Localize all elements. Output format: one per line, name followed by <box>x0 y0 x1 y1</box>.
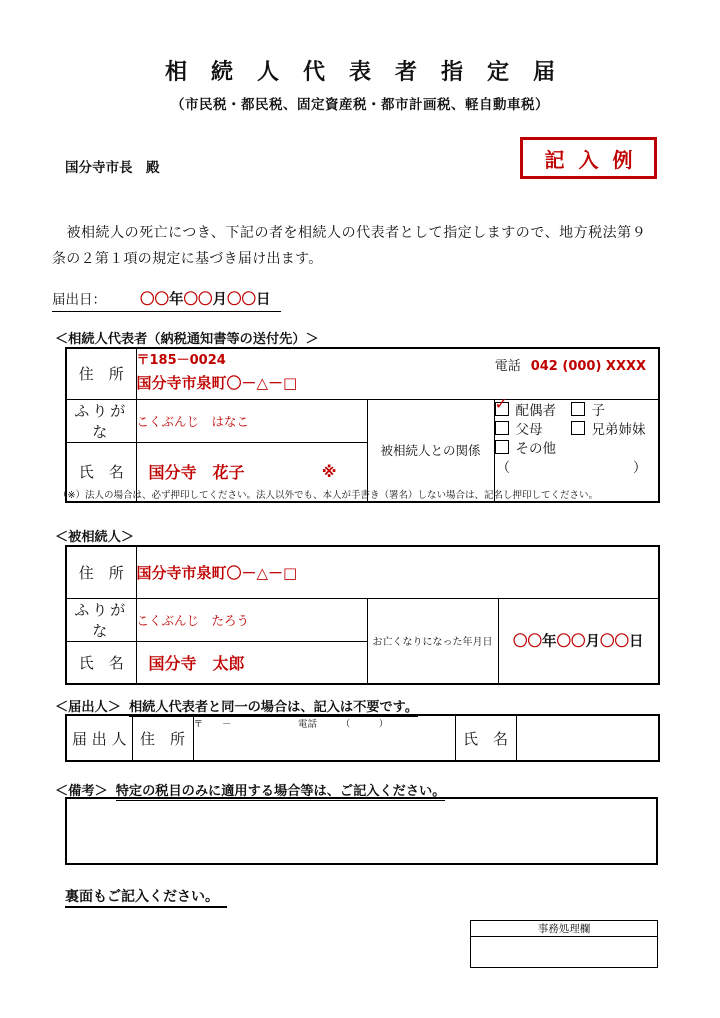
deceased-name-cell <box>136 641 367 684</box>
admin-processing-box <box>470 920 658 968</box>
deceased-section-heading: ＜被相続人＞ <box>55 530 135 545</box>
checkbox-other <box>495 440 509 454</box>
paren-close: ） <box>633 460 647 476</box>
form-subtitle-wrap <box>0 93 720 113</box>
relationship-other-parens <box>495 457 647 476</box>
admin-processing-label: 事務処理欄 <box>471 921 658 937</box>
deceased-address-label: 住 所 <box>66 546 136 598</box>
filing-date-year-unit: 年 <box>169 292 184 308</box>
filing-date-month-unit: 月 <box>212 292 227 308</box>
death-date-day-value: 〇〇 <box>600 634 630 651</box>
applicant-address-cell: 〒 － 電話 （ ） <box>193 715 455 761</box>
filing-date-label: 届出日： <box>52 292 106 308</box>
phone-value: 042 (000) XXXX <box>530 359 647 374</box>
applicant-row-label: 届 出 人 <box>66 715 132 761</box>
applicant-table <box>65 714 660 762</box>
representative-furigana-label: ふりがな <box>66 399 136 442</box>
remarks-heading-label: ＜備考＞ <box>55 784 108 799</box>
form-subtitle: （市民税・都民税、固定資産税・都市計画税、軽自動車税） <box>171 97 549 113</box>
representative-section-heading: ＜相続人代表者（納税通知書等の送付先）＞ <box>55 332 319 347</box>
deceased-furigana-value: こくぶんじ たろう <box>136 598 367 641</box>
filing-date-day-unit: 日 <box>256 292 271 308</box>
death-date-year-unit: 年 <box>542 634 557 651</box>
applicant-name-cell <box>516 715 659 761</box>
remarks-heading-note: 特定の税目のみに適用する場合等は、ご記入ください。 <box>115 784 446 799</box>
body-paragraph: 被相続人の死亡につき、下記の者を相続人の代表者として指定しますので、地方税法第９条の２第１項の規定に基づき届け出ます。 <box>52 225 646 267</box>
seal-note: （※）法人の場合は、必ず押印してください。法人以外でも、本人が手書き（署名）しない場合は、記名し押印してください。 <box>58 490 598 501</box>
representative-name-value: 国分寺 花子 <box>148 463 245 483</box>
representative-phone <box>495 355 646 374</box>
death-date-day-unit: 日 <box>629 634 644 651</box>
checkbox-siblings <box>571 421 585 435</box>
applicant-heading-label: ＜届出人＞ <box>55 700 121 715</box>
sample-entry-stamp-label: 記入例 <box>544 147 647 172</box>
death-date-value <box>498 598 659 684</box>
filing-date-day-value: 〇〇 <box>227 292 256 308</box>
deceased-address-cell <box>136 546 659 598</box>
applicant-address-label: 住 所 <box>132 715 193 761</box>
relationship-option-child: 子 <box>591 403 605 419</box>
remarks-box <box>65 797 658 865</box>
applicant-name-label: 氏 名 <box>455 715 516 761</box>
relationship-option-spouse: 配偶者 <box>515 403 556 419</box>
paren-open: （ <box>496 460 510 476</box>
representative-postal-code: 〒185－0024 <box>136 353 226 368</box>
back-side-note <box>65 886 227 906</box>
death-date-month-unit: 月 <box>585 634 601 651</box>
deceased-furigana-label: ふりがな <box>66 598 136 641</box>
deceased-name-value: 国分寺 太郎 <box>148 653 245 673</box>
relationship-label: 被相続人との関係 <box>367 399 494 502</box>
death-date-month-value: 〇〇 <box>556 634 586 651</box>
admin-processing-empty-cell <box>471 937 658 968</box>
representative-name-label: 氏 名 <box>66 442 136 502</box>
form-title: 相続人代表者指定届 <box>164 60 579 85</box>
filing-date-month-value: 〇〇 <box>183 292 213 308</box>
form-title-wrap <box>0 55 720 86</box>
filing-date-year-value: 〇〇 <box>140 292 169 308</box>
deceased-table <box>65 545 660 685</box>
representative-address-value: 国分寺市泉町〇－△－□ <box>136 374 298 392</box>
applicant-section-heading <box>55 696 418 715</box>
addressee: 国分寺市長 殿 <box>65 160 160 176</box>
checkbox-parents <box>495 421 509 435</box>
deceased-address-value: 国分寺市泉町〇－△－□ <box>136 563 298 582</box>
relationship-option-other: その他 <box>515 441 556 457</box>
deceased-name-label: 氏 名 <box>66 641 136 684</box>
seal-mark: ※ <box>321 462 337 481</box>
relationship-option-siblings: 兄弟姉妹 <box>591 422 646 438</box>
sample-entry-stamp <box>520 137 657 179</box>
death-date-label: お亡くなりになった年月日 <box>367 598 498 684</box>
checkbox-child <box>571 402 585 416</box>
back-side-note-text: 裏面もご記入ください。 <box>65 889 227 908</box>
representative-address-label: 住 所 <box>66 348 136 399</box>
representative-table <box>65 347 660 503</box>
phone-label: 電話 <box>494 359 521 374</box>
death-date-year-value: 〇〇 <box>513 634 543 651</box>
applicant-heading-note: 相続人代表者と同一の場合は、記入は不要です。 <box>128 700 419 715</box>
filing-date-line <box>52 288 281 312</box>
check-mark-icon: ✓ <box>494 394 508 413</box>
relationship-option-parents: 父母 <box>515 422 543 438</box>
representative-address-cell <box>136 348 659 399</box>
checkbox-spouse <box>494 394 509 416</box>
representative-furigana-value: こくぶんじ はなこ <box>136 399 367 442</box>
